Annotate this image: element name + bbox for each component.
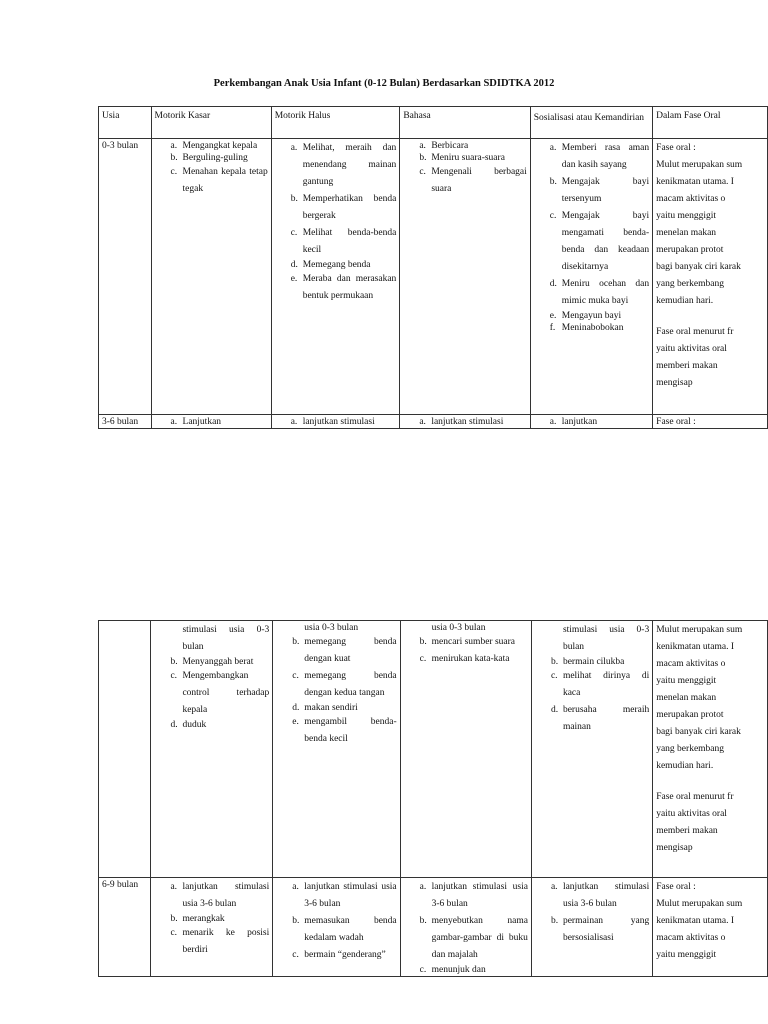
text-line: merupakan protot <box>656 710 724 720</box>
motorik-kasar-list <box>154 879 269 959</box>
list-item: b. memasukan benda kedalam wadah <box>292 916 397 943</box>
text-line: yaitu menggigit <box>656 676 717 686</box>
usia-cell: 0-3 bulan <box>99 139 152 415</box>
text-line: Mulut merupakan sum <box>656 160 743 170</box>
list-item: b. Mengajak bayi tersenyum <box>549 177 650 204</box>
list-item: a. lanjutkan stimulasi usia 3-6 bulan <box>419 882 528 909</box>
list-item: stimulasi usia 0-3 bulan <box>182 625 270 652</box>
list-item: usia 0-3 bulan <box>304 623 359 633</box>
fase-oral-cell: Fase oral : <box>653 415 768 429</box>
motorik-halus-cell <box>273 878 400 977</box>
text-line: macam aktivitas o <box>656 933 726 943</box>
text-line: bagi banyak ciri karak <box>656 727 741 737</box>
list-item: stimulasi usia 0-3 bulan <box>562 625 650 652</box>
list-item: b. Berguling-guling <box>170 153 248 163</box>
text-line: yang berkembang <box>656 279 724 289</box>
table-row-0-3 <box>99 139 768 415</box>
bahasa-cell <box>400 139 530 415</box>
list-item: b. Menyanggah berat <box>170 657 254 667</box>
development-table-page1 <box>98 106 768 429</box>
list-item: f. Meninabobokan <box>549 323 624 333</box>
motorik-halus-cell <box>271 139 400 415</box>
sosialisasi-cell <box>530 139 652 415</box>
list-item: a. lanjutkan <box>549 417 598 427</box>
bahasa-list <box>404 622 528 668</box>
list-item: c. Mengembangkan control terhadap kepala <box>170 671 270 715</box>
header-motorik-halus: Motorik Halus <box>271 107 400 139</box>
list-item: b. mencari sumber suara <box>419 637 515 647</box>
text-line: Fase oral : <box>656 882 696 892</box>
bahasa-cell <box>400 878 531 977</box>
text-line: kenikmatan utama. I <box>656 916 735 926</box>
usia-cell: 3-6 bulan <box>99 415 152 429</box>
motorik-kasar-cell <box>151 415 271 429</box>
text-line <box>656 310 764 324</box>
list-item: a. lanjutkan stimulasi usia 3-6 bulan <box>550 882 650 909</box>
text-line: merupakan protot <box>656 245 724 255</box>
bahasa-cell <box>400 415 530 429</box>
bahasa-cell <box>400 621 531 878</box>
motorik-halus-list <box>276 879 396 964</box>
text-line: kemudian hari. <box>656 296 714 306</box>
usia-cell: 6-9 bulan <box>99 878 151 977</box>
text-line <box>656 775 764 789</box>
text-line: memberi makan <box>656 826 718 836</box>
table-header-row <box>99 107 768 139</box>
sosialisasi-cell <box>531 621 652 878</box>
sosialisasi-list <box>535 879 649 947</box>
list-item: d. Memegang benda <box>290 260 371 270</box>
motorik-kasar-list <box>155 140 268 198</box>
header-sosialisasi: Sosialisasi atau Kemandirian <box>530 107 652 139</box>
list-item: c. menunjuk dan <box>419 965 486 975</box>
text-line: memberi makan <box>656 361 718 371</box>
motorik-kasar-list <box>154 622 269 731</box>
list-item: a. lanjutkan stimulasi usia 3-6 bulan <box>292 882 397 909</box>
motorik-kasar-cell <box>151 139 271 415</box>
list-item: usia 0-3 bulan <box>431 623 486 633</box>
list-item: d. berusaha meraih mainan <box>550 705 650 732</box>
header-usia: Usia <box>99 107 152 139</box>
text-line: mengisap <box>656 378 693 388</box>
list-item: a. lanjutkan stimulasi <box>290 417 375 427</box>
motorik-halus-list <box>275 140 397 305</box>
table-row-3-6 <box>99 415 768 429</box>
usia-cell <box>99 621 151 878</box>
list-item: a. Melihat, meraih dan menendang mainan gantung <box>290 143 397 187</box>
sosialisasi-cell <box>531 878 652 977</box>
list-item: c. memegang benda dengan kedua tangan <box>292 671 397 698</box>
list-item: c. Mengenali berbagai suara <box>419 167 527 194</box>
list-item: a. Mengangkat kepala <box>170 141 258 151</box>
header-fase-oral: Dalam Fase Oral <box>653 107 768 139</box>
list-item: a. Berbicara <box>419 141 469 151</box>
list-item: c. melihat dirinya di kaca <box>550 671 650 698</box>
text-line: kenikmatan utama. I <box>656 642 735 652</box>
text-line: menelan makan <box>656 228 717 238</box>
list-item: e. Meraba dan merasakan bentuk permukaan <box>290 274 397 301</box>
sosialisasi-cell <box>530 415 652 429</box>
list-item: b. bermain cilukba <box>550 657 625 667</box>
list-item: b. Meniru suara-suara <box>419 153 505 163</box>
text-line: yang berkembang <box>656 744 725 754</box>
header-motorik-kasar: Motorik Kasar <box>151 107 271 139</box>
text-line: Mulut merupakan sum <box>656 625 743 635</box>
document-title: Perkembangan Anak Usia Infant (0-12 Bulan) Berdasarkan SDIDTKA 2012 <box>213 78 555 89</box>
header-bahasa: Bahasa <box>400 107 530 139</box>
list-item: c. menirukan kata-kata <box>419 654 510 664</box>
development-table-page2 <box>98 620 768 977</box>
text-line: kenikmatan utama. I <box>656 177 734 187</box>
list-item: d. Meniru ocehan dan mimic muka bayi <box>549 279 650 306</box>
list-item: a. Memberi rasa aman dan kasih sayang <box>549 143 650 170</box>
table-row-6-9 <box>99 878 768 977</box>
fase-oral-text <box>656 140 764 392</box>
motorik-kasar-cell <box>151 878 273 977</box>
list-item: c. bermain “genderang” <box>292 950 386 960</box>
list-item: d. duduk <box>170 720 207 730</box>
text-line: mengisap <box>656 843 693 853</box>
motorik-kasar-cell <box>151 621 273 878</box>
sosialisasi-list <box>534 140 649 334</box>
text-line: bagi banyak ciri karak <box>656 262 741 272</box>
list-item: c. Melihat benda-benda kecil <box>290 228 397 255</box>
list-item: b. memegang benda dengan kuat <box>292 637 397 664</box>
fase-oral-cell <box>653 139 768 415</box>
motorik-halus-cell <box>273 621 400 878</box>
list-item: b. Memperhatikan benda bergerak <box>290 194 397 221</box>
fase-oral-text <box>656 879 764 964</box>
text-line: yaitu aktivitas oral <box>656 809 727 819</box>
list-item: b. permainan yang bersosialisasi <box>550 916 650 943</box>
fase-oral-cell <box>653 621 768 878</box>
fase-oral-cell <box>653 878 768 977</box>
table-row-3-6-continued <box>99 621 768 878</box>
motorik-halus-list <box>276 622 396 748</box>
text-line: yaitu menggigit <box>656 211 717 221</box>
list-item: b. menyebutkan nama gambar-gambar di buku dan majalah <box>419 916 528 960</box>
fase-oral-text <box>656 622 764 857</box>
text-line: Fase oral menurut fr <box>656 327 734 337</box>
list-item: e. Mengayun bayi <box>549 311 622 321</box>
text-line: menelan makan <box>656 693 717 703</box>
list-item: b. merangkak <box>170 914 225 924</box>
text-line: Mulut merupakan sum <box>656 899 743 909</box>
list-item: c. Mengajak bayi mengamati benda-benda dan keadaan disekitarnya <box>549 211 650 272</box>
text-line: Fase oral : <box>656 143 696 153</box>
list-item: c. Menahan kepala tetap tegak <box>170 167 268 194</box>
text-line: yaitu menggigit <box>656 950 717 960</box>
text-line: Fase oral menurut fr <box>656 792 734 802</box>
list-item: c. menarik ke posisi berdiri <box>170 928 270 955</box>
text-line: macam aktivitas o <box>656 194 726 204</box>
motorik-halus-cell <box>271 415 400 429</box>
bahasa-list <box>404 879 528 976</box>
list-item: d. makan sendiri <box>292 703 358 713</box>
sosialisasi-list <box>535 622 649 736</box>
text-line: kemudian hari. <box>656 761 714 771</box>
list-item: a. Lanjutkan <box>170 417 222 427</box>
text-line: yaitu aktivitas oral <box>656 344 727 354</box>
list-item: a. lanjutkan stimulasi usia 3-6 bulan <box>170 882 270 909</box>
text-line: macam aktivitas o <box>656 659 726 669</box>
bahasa-list <box>403 140 526 198</box>
list-item: a. lanjutkan stimulasi <box>419 417 504 427</box>
list-item: e. mengambil benda-benda kecil <box>292 717 397 744</box>
